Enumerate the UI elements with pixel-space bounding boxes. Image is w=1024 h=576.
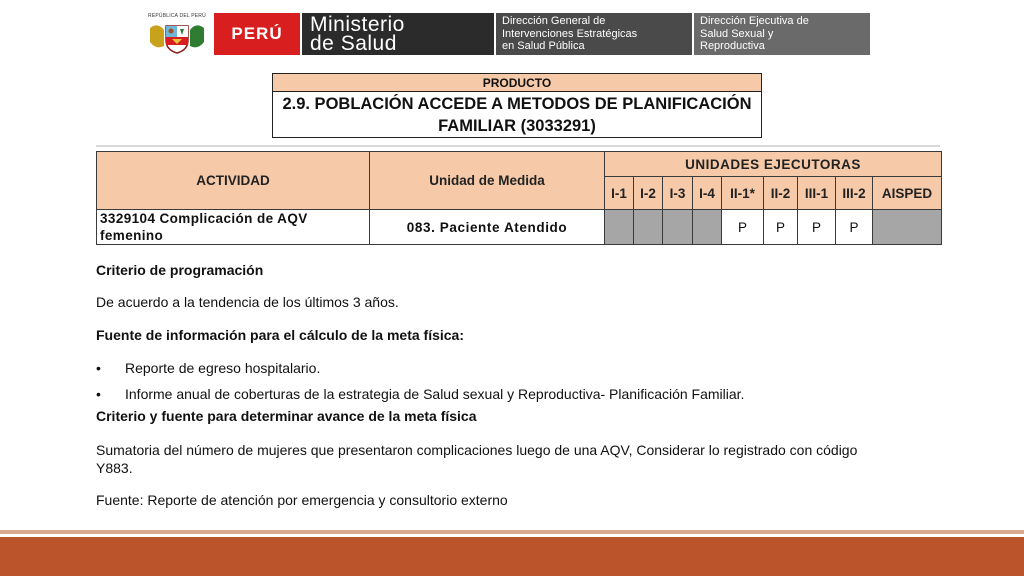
direccion2-line3: Reproductiva [700,40,765,53]
fuente-informacion-title: Fuente de información para el cálculo de la meta física: [96,327,464,343]
producto-label: PRODUCTO [273,74,761,92]
actividad-table [96,151,942,245]
fuente-text: Fuente: Reporte de atención por emergencia y consultorio externo [96,492,508,508]
level-header: I-4 [693,177,722,210]
coat-of-arms-icon [146,20,208,54]
peru-logo: PERÚ [214,13,300,55]
level-header: III-1 [798,177,836,210]
table-row [97,210,942,245]
level-cell-empty [693,210,722,245]
direccion2-line1: Dirección Ejecutiva de [700,15,809,28]
bullet-item: Reporte de egreso hospitalario. [125,360,321,376]
level-header: I-2 [634,177,663,210]
level-header: II-2 [764,177,798,210]
header-logos [142,13,870,55]
actividad-line1: 3329104 Complicación de AQV [100,211,308,226]
bullet-dot-icon: • [96,386,101,402]
level-cell-p: P [722,210,764,245]
bullet-item: Informe anual de coberturas de la estrategia de Salud sexual y Reproductiva- Planificación Familiar. [125,386,745,402]
level-header: I-3 [663,177,693,210]
sumatoria-line2: Y883. [96,460,133,476]
bullet-dot-icon: • [96,360,101,376]
level-cell-empty [873,210,942,245]
direccion1-line1: Dirección General de [502,15,606,28]
criterio-programacion-title: Criterio de programación [96,262,264,278]
divider [96,145,940,147]
producto-box [272,73,762,138]
direccion-ejecutiva-box [694,13,870,55]
level-header: III-2 [836,177,873,210]
level-cell-empty [634,210,663,245]
direccion-general-box [496,13,692,55]
actividad-line2: femenino [100,228,164,243]
level-cell-empty [663,210,693,245]
ministerio-logo [302,13,494,55]
level-cell-p: P [798,210,836,245]
actividad-cell [97,210,370,245]
level-header: I-1 [605,177,634,210]
direccion1-line3: en Salud Pública [502,40,585,53]
criterio-fuente-title: Criterio y fuente para determinar avance de la meta física [96,408,477,424]
ministerio-line1: Ministerio [310,13,405,36]
direccion1-line2: Intervenciones Estratégicas [502,27,638,40]
sumatoria-line1: Sumatoria del número de mujeres que presentaron complicaciones luego de una AQV, Considerar lo registrado con código [96,442,858,458]
ministerio-line2: de Salud [310,32,397,55]
header-unidades-ejecutoras: UNIDADES EJECUTORAS [605,152,942,177]
header-actividad: ACTIVIDAD [97,152,370,210]
footer-accent-line [0,530,1024,534]
level-header: AISPED [873,177,942,210]
level-cell-empty [605,210,634,245]
producto-title-line2: FAMILIAR (3033291) [438,117,596,135]
emblem-caption: REPÚBLICA DEL PERÚ [148,13,206,19]
level-header: II-1* [722,177,764,210]
producto-title [273,92,761,137]
level-cell-p: P [836,210,873,245]
criterio-programacion-text: De acuerdo a la tendencia de los últimos 3 años. [96,294,399,310]
unidad-cell: 083. Paciente Atendido [370,210,605,245]
footer-band [0,537,1024,576]
level-cell-p: P [764,210,798,245]
coat-of-arms [142,13,212,55]
direccion2-line2: Salud Sexual y [700,27,774,40]
producto-title-line1: 2.9. POBLACIÓN ACCEDE A METODOS DE PLANIFICACIÓN [282,95,752,113]
header-unidad-medida: Unidad de Medida [370,152,605,210]
